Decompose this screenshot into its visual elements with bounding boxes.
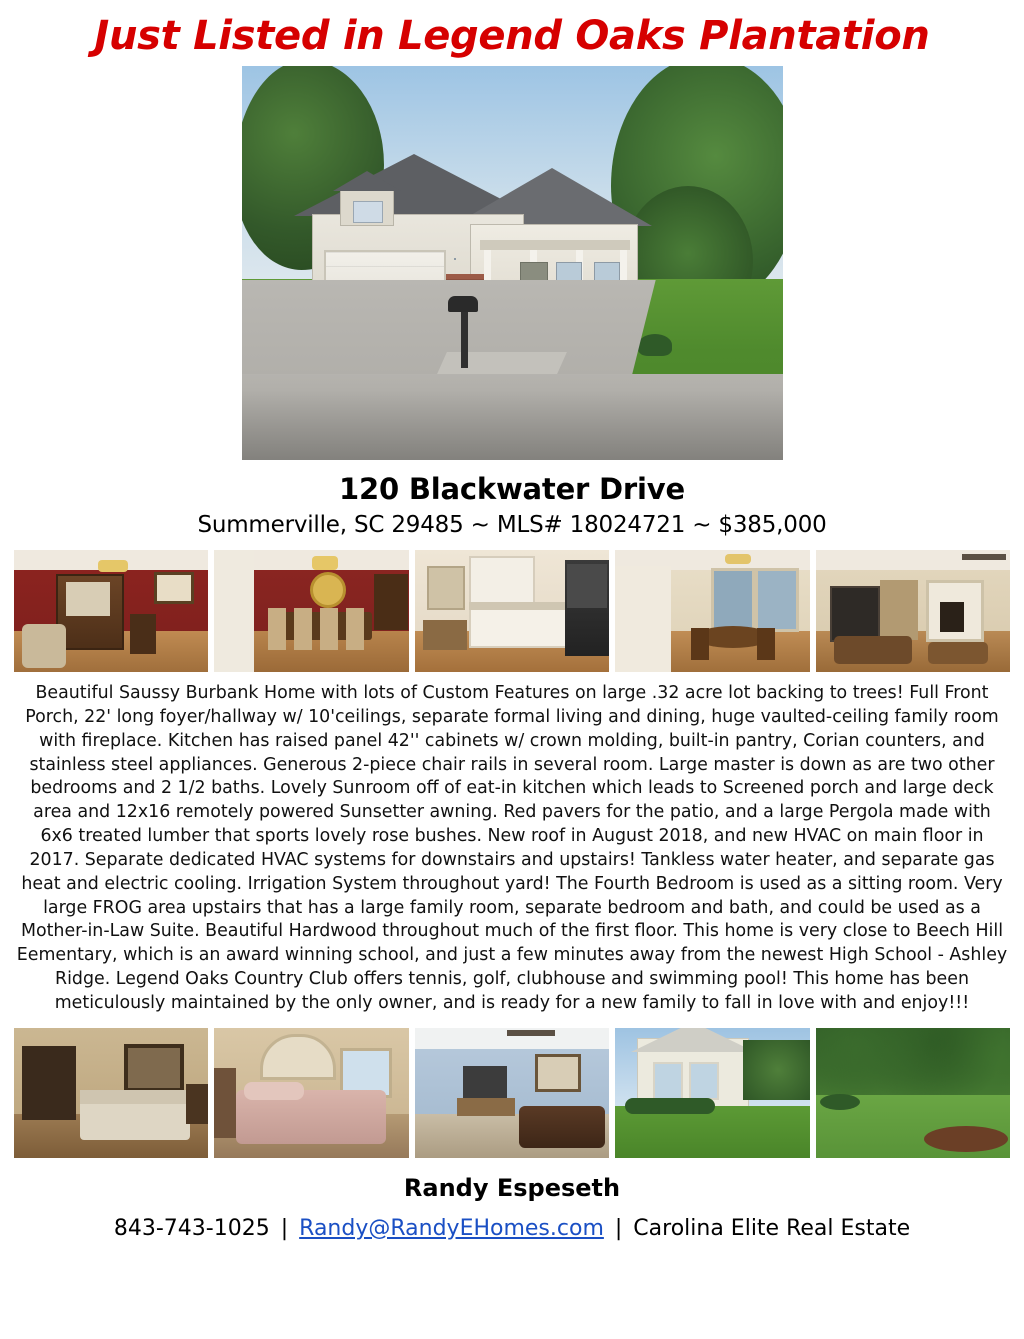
agent-phone[interactable]: 843-743-1025 [113,1215,270,1241]
front-exterior-photo [242,66,783,460]
sunroom-window-2 [689,1062,719,1100]
wooded-lot-photo [816,1028,1010,1158]
window-1 [711,568,755,632]
page-title: Just Listed in Legend Oaks Plantation [94,13,930,59]
flyer-page [0,14,1024,1339]
tree [743,1040,809,1100]
shrub-3 [638,334,672,356]
front-window-3 [454,258,456,260]
photo-strip-bottom [14,1028,1010,1158]
wall-art [535,1054,581,1092]
upper-cabinets [469,556,535,604]
property-description: Beautiful Saussy Burbank Home with lots of Custom Features on large .32 acre lot backing to trees! Full Front Porch, 22' long foyer/hallway w/ 10'ceilings, separate formal living and dining, huge vaulted-ceiling family room with fireplace. Kitchen has raised panel 42'' cabinets w/ crown molding, built-in pantry, Corian counters, and stainless steel appliances. Generous 2-piece chair rails in several room. Large master is down as are two other bedrooms and 2 1/2 baths. Lovely Sunroom off of eat-in kitchen which leads to Screened porch and large deck area and 12x16 remotely powered Sunsetter awning. Red pavers for the patio, and a large Pergola made with 6x6 treated lumber that sports lovely rose bushes. New roof in August 2018, and new HVAC on main floor in 2017. Separate dedicated HVAC systems for downstairs and upstairs! Tankless water heater, and separate gas heat and electric cooling. Irrigation System throughout yard! The Fourth Bedroom is used as a sitting room. Very large FROG area upstairs that has a large family room, separate bedroom and bath, and could be used as a Mother-in-Law Suite. Beautiful Hardwood throughout much of the first floor. This home is very close to Beech Hill Eementary, which is an award winning school, and just a few minutes away from the newest High School - Ashley Ridge. Legend Oaks Country Club offers tennis, golf, clubhouse and swimming pool! This home has been meticulously maintained by the only owner, and is ready for a new family to fall in love with and enjoy!!! [16,683,1008,1013]
mailbox-post [461,308,468,368]
sunroom-window [653,1062,683,1100]
island [423,620,467,650]
kitchen-photo [415,550,609,672]
chandelier [98,560,128,572]
pantry-door [427,566,465,610]
leather-sofa [519,1106,605,1148]
wall-art [124,1044,184,1092]
armchair [928,642,988,664]
walkway [437,352,567,374]
guest-bedroom-photo [214,1028,408,1158]
shrub [820,1094,860,1110]
bedpost [214,1068,236,1138]
chandelier [312,556,338,570]
chair-3 [320,608,338,650]
porch-roof [480,240,630,250]
photo-strip-top [14,550,1010,672]
hero-photo-wrap [14,66,1010,460]
rear-roof [631,1028,755,1052]
mulch-bed [924,1126,1008,1152]
refrigerator-door [567,564,607,608]
family-room-photo [816,550,1010,672]
firebox [940,602,964,632]
photo-shadow [242,390,783,460]
master-bedroom-photo [14,1028,208,1158]
separator-1: | [280,1215,289,1241]
built-in-shelves [880,580,918,640]
dining-room-photo [214,550,408,672]
nightstand [186,1084,208,1124]
trees [816,1028,1010,1098]
dining-chair [130,614,156,654]
shrub-row [625,1098,715,1114]
cabinet-glass [66,582,110,616]
property-address: 120 Blackwater Drive [339,472,685,506]
light-fixture [725,554,751,564]
chair-1 [691,628,709,660]
dormer [340,190,394,226]
armchair [22,624,66,668]
sofa [834,636,912,664]
backyard-pergola-photo [615,1028,809,1158]
property-subtitle: Summerville, SC 29485 ~ MLS# 18024721 ~ $385,000 [197,512,827,538]
dormer-window [353,201,383,223]
bedspread-top [80,1090,190,1104]
frog-room-photo [415,1028,609,1158]
agent-email-link[interactable]: Randy@RandyEHomes.com [299,1215,604,1241]
agent-name: Randy Espeseth [403,1173,621,1202]
ceiling-fan [507,1030,555,1036]
separator-2: | [614,1215,623,1241]
chair-4 [346,608,364,650]
desk-monitor [463,1066,507,1100]
wall-art [154,572,194,604]
window-2 [755,568,799,632]
desk [457,1098,515,1116]
living-room-photo [14,550,208,672]
television [830,586,880,642]
sideboard [374,574,408,630]
breakfast-area-photo [615,550,809,672]
chair-2 [294,608,312,650]
dresser [22,1046,76,1120]
countertop [469,602,565,610]
chair-1 [268,608,286,650]
bed [80,1100,190,1140]
chair-2 [757,628,775,660]
contact-line [14,1216,1010,1241]
doorway [615,566,671,672]
brokerage-name: Carolina Elite Real Estate [633,1215,911,1241]
mailbox [448,296,478,312]
lower-cabinets [469,608,569,648]
ceiling-fan [962,554,1006,560]
pillows [244,1082,304,1100]
door-frame [214,550,254,672]
